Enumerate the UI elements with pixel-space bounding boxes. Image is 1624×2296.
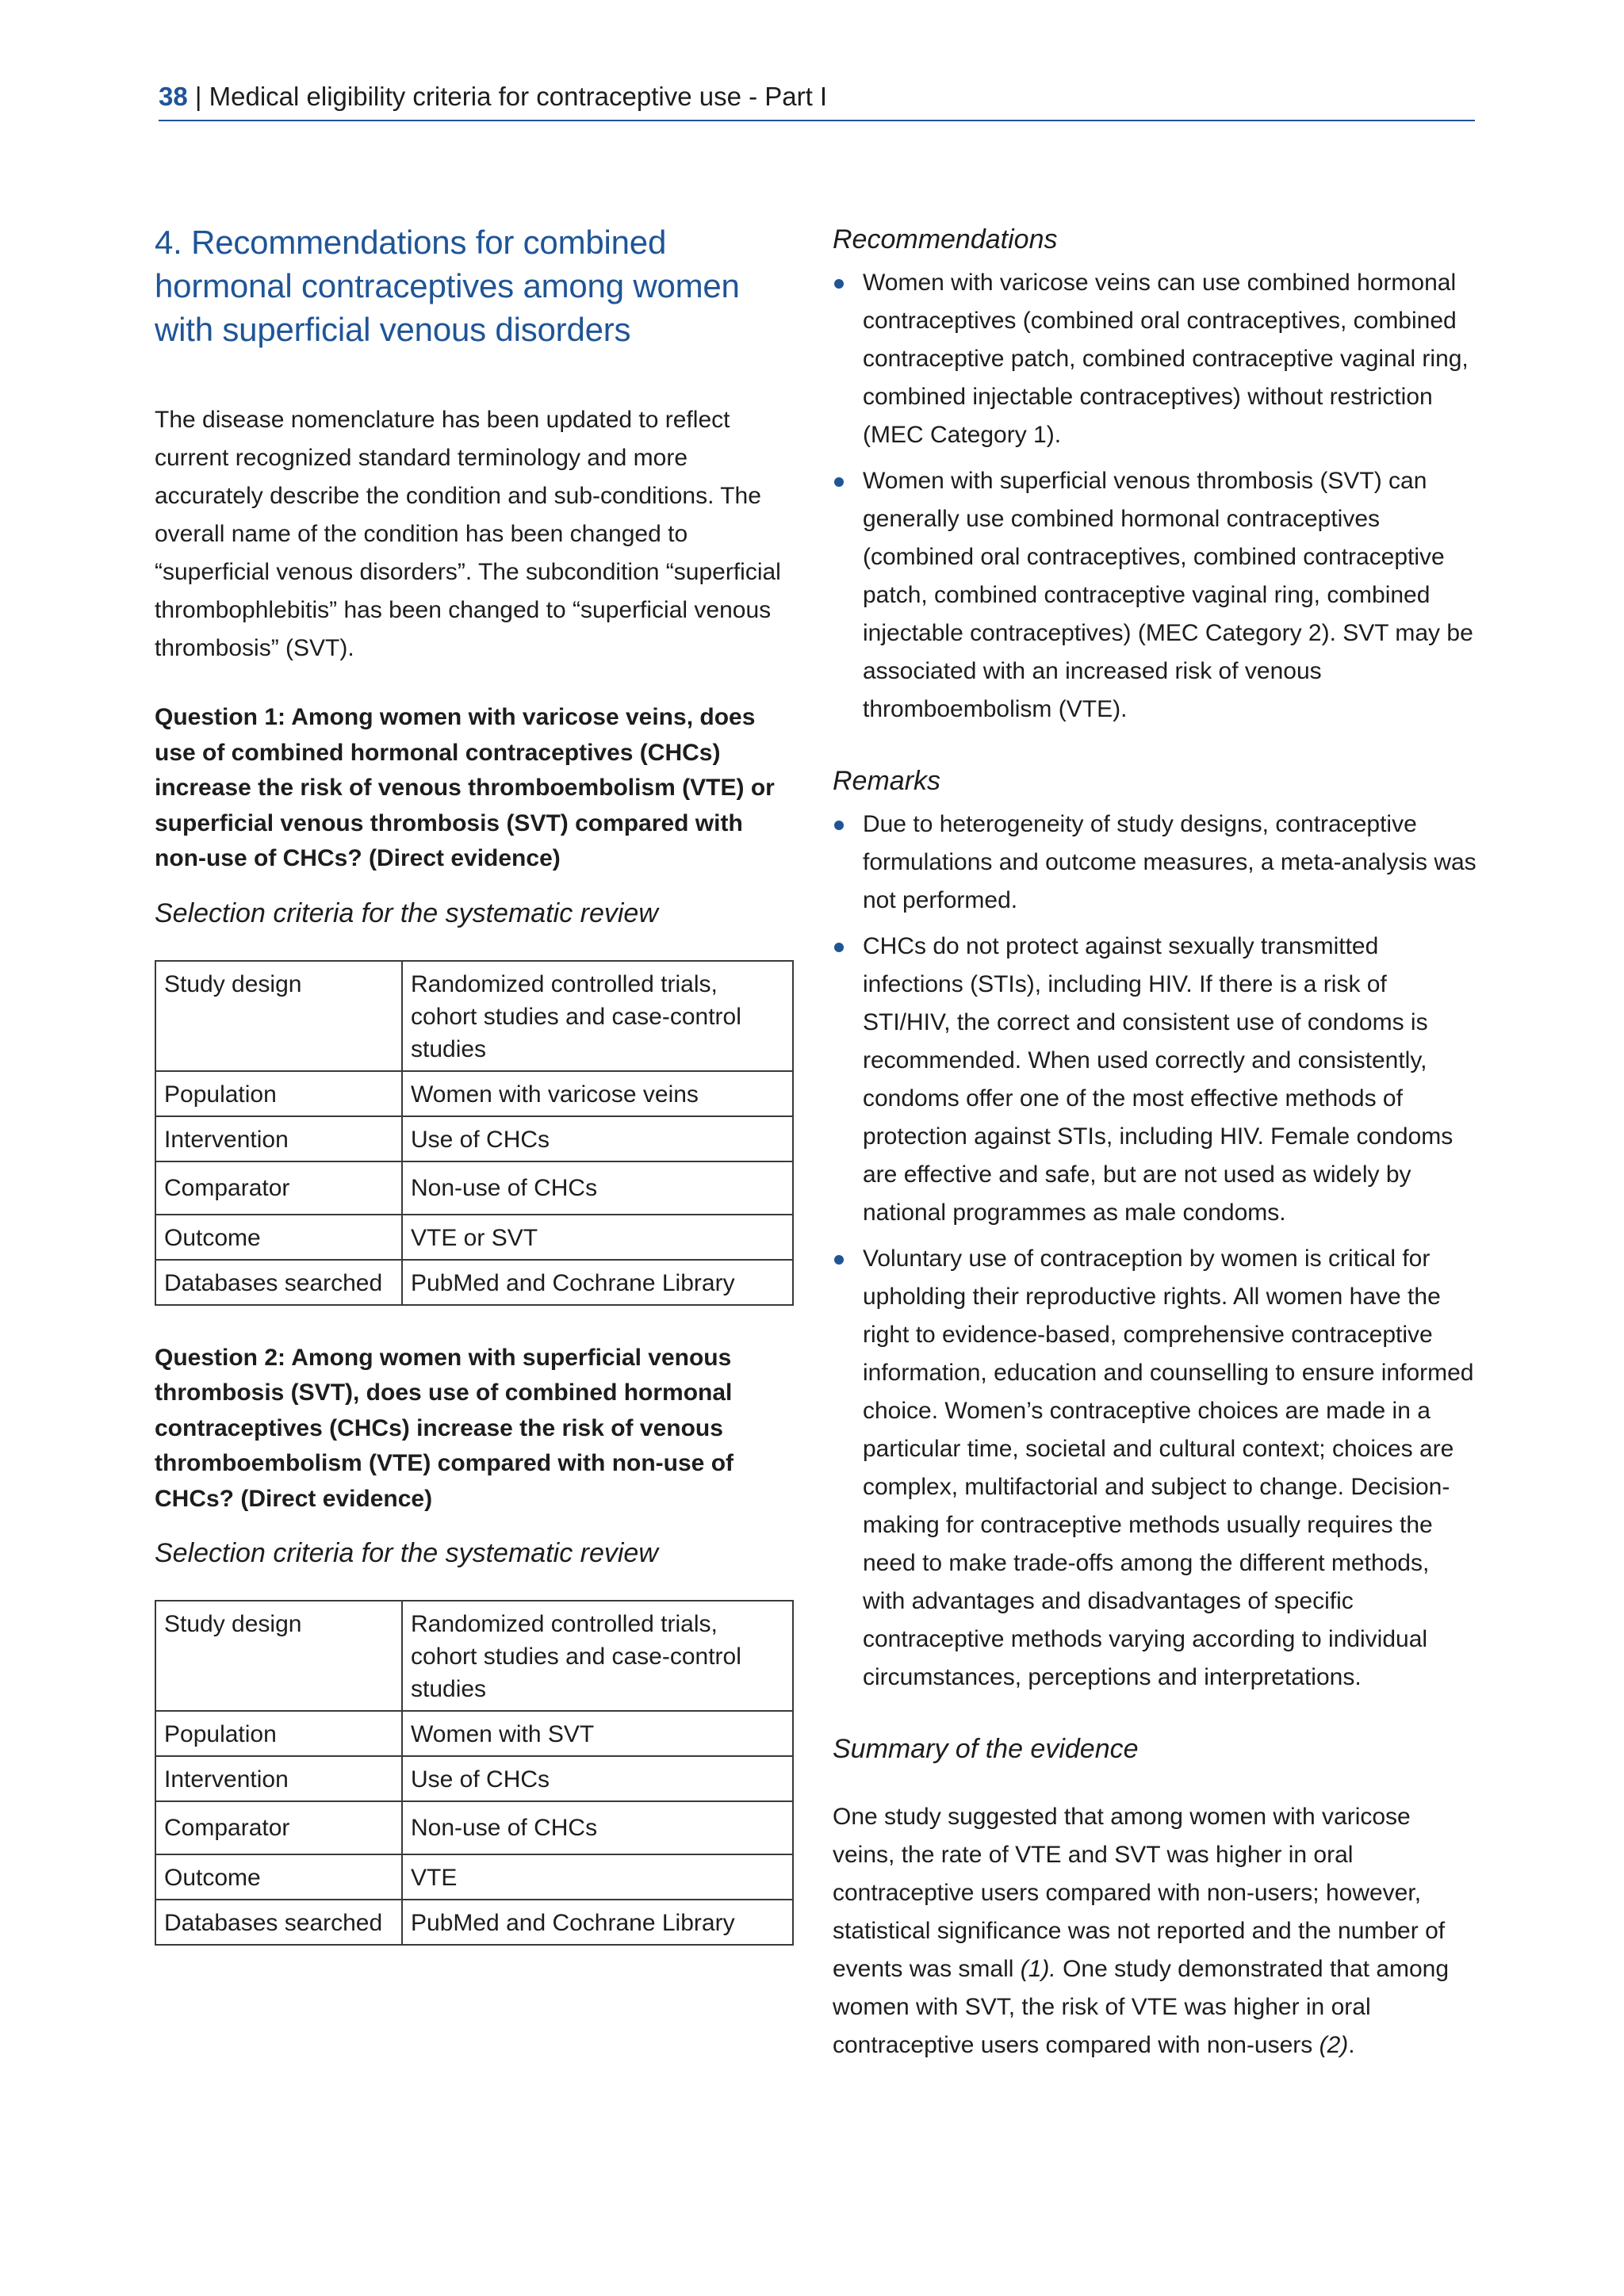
table-label: Population	[155, 1071, 402, 1116]
evidence-paragraph	[833, 1798, 1477, 2064]
list-item	[833, 806, 1477, 920]
table-label: Databases searched	[155, 1260, 402, 1305]
table-row	[155, 1116, 793, 1161]
table-row	[155, 961, 793, 1071]
recommendation-text: Women with superficial venous thrombosis (SVT) can generally use combined hormonal contraceptives (combined oral contraceptives, combined contraceptive patch, combined contraceptive vaginal ring, combined injectable contraceptives) (MEC Category 2). SVT may be associated with an increased risk of venous thromboembolism (VTE).	[863, 468, 1473, 722]
right-column	[833, 220, 1477, 2064]
question-2: Question 2: Among women with superficial venous thrombosis (SVT), does use of combined hormonal contraceptives (CHCs) increase the risk of venous thromboembolism (VTE) compared with non-use of CHCs? (Direct evidence)	[155, 1344, 734, 1512]
recommendations-list	[833, 264, 1477, 729]
table-row	[155, 1801, 793, 1854]
table-label: Intervention	[155, 1756, 402, 1801]
table-value: Randomized controlled trials, cohort studies and case-control studies	[402, 961, 793, 1071]
table-row	[155, 1756, 793, 1801]
question-1: Question 1: Among women with varicose veins, does use of combined hormonal contraceptives (CHCs) increase the risk of venous thromboembolism (VTE) or superficial venous thrombosis (SVT) compared with non-use of CHCs? (Direct evidence)	[155, 704, 775, 871]
table-row	[155, 1601, 793, 1711]
list-item	[833, 928, 1477, 1232]
table-label: Population	[155, 1711, 402, 1756]
list-item	[833, 264, 1477, 454]
reference-2: (2)	[1319, 2032, 1349, 2058]
header-title: Medical eligibility criteria for contraceptive use - Part I	[209, 82, 828, 111]
remark-text: CHCs do not protect against sexually transmitted infections (STIs), including HIV. If there is a risk of STI/HIV, the correct and consistent use of condoms is recommended. When used correctly and consistently, condoms offer one of the most effective methods of protection against STIs, including HIV. Female condoms are effective and safe, but are not used as widely by national programmes as male condoms.	[863, 933, 1454, 1226]
bullet-icon	[834, 1255, 844, 1265]
table-value: Women with SVT	[402, 1711, 793, 1756]
evidence-text: One study demonstrated that among women with SVT, the risk of VTE was higher in oral contraceptive users compared with non-users	[833, 1956, 1450, 2058]
table-value: Non-use of CHCs	[402, 1801, 793, 1854]
table-value: Use of CHCs	[402, 1756, 793, 1801]
table-value: VTE or SVT	[402, 1215, 793, 1260]
bullet-icon	[834, 477, 844, 487]
table-label: Outcome	[155, 1215, 402, 1260]
list-item	[833, 462, 1477, 729]
table-row	[155, 1215, 793, 1260]
table-value: VTE	[402, 1854, 793, 1900]
header-separator: |	[194, 82, 202, 111]
header-rule	[159, 120, 1475, 121]
table-value: PubMed and Cochrane Library	[402, 1260, 793, 1305]
bullet-icon	[834, 943, 844, 952]
bullet-icon	[834, 279, 844, 289]
table-label: Databases searched	[155, 1900, 402, 1945]
evidence-text: .	[1348, 2032, 1355, 2058]
table-row	[155, 1260, 793, 1305]
table-label: Study design	[155, 1601, 402, 1711]
table-row	[155, 1071, 793, 1116]
table-row	[155, 1161, 793, 1215]
criteria-table-1	[155, 960, 794, 1306]
page-number: 38	[159, 82, 188, 111]
table-label: Study design	[155, 961, 402, 1071]
section-title: 4. Recommendations for combined hormonal contraceptives among women with superficial venous disorders	[155, 224, 740, 348]
evidence-heading: Summary of the evidence	[833, 1734, 1139, 1764]
criteria-table-2	[155, 1600, 794, 1946]
reference-1: (1).	[1020, 1956, 1056, 1982]
criteria-heading-1: Selection criteria for the systematic review	[155, 897, 658, 928]
intro-paragraph: The disease nomenclature has been updated to reflect current recognized standard terminology and more accurately describe the condition and sub-conditions. The overall name of the condition has been changed to “superficial venous disorders”. The subcondition “superficial thrombophlebitis” has been changed to “superficial venous thrombosis” (SVT).	[155, 407, 781, 661]
left-column	[155, 220, 794, 1946]
remark-text: Due to heterogeneity of study designs, contraceptive formulations and outcome measures, a meta-analysis was not performed.	[863, 811, 1477, 913]
table-value: Women with varicose veins	[402, 1071, 793, 1116]
criteria-heading-2: Selection criteria for the systematic review	[155, 1538, 658, 1568]
table-row	[155, 1854, 793, 1900]
list-item	[833, 1240, 1477, 1697]
remarks-heading: Remarks	[833, 766, 941, 796]
table-label: Outcome	[155, 1854, 402, 1900]
table-label: Intervention	[155, 1116, 402, 1161]
evidence-text: One study suggested that among women with varicose veins, the rate of VTE and SVT was higher in oral contraceptive users compared with non-users; however, statistical significance was not reported and the number of events was small	[833, 1804, 1446, 1982]
table-label: Comparator	[155, 1801, 402, 1854]
table-value: Use of CHCs	[402, 1116, 793, 1161]
recommendations-heading: Recommendations	[833, 224, 1058, 254]
bullet-icon	[834, 821, 844, 830]
table-row	[155, 1711, 793, 1756]
table-value: PubMed and Cochrane Library	[402, 1900, 793, 1945]
table-value: Randomized controlled trials, cohort studies and case-control studies	[402, 1601, 793, 1711]
running-header	[159, 76, 1475, 117]
table-row	[155, 1900, 793, 1945]
remarks-list	[833, 806, 1477, 1697]
table-value: Non-use of CHCs	[402, 1161, 793, 1215]
recommendation-text: Women with varicose veins can use combined hormonal contraceptives (combined oral contraceptives, combined contraceptive patch, combined contraceptive vaginal ring, combined injectable contraceptives) without restriction (MEC Category 1).	[863, 270, 1469, 448]
remark-text: Voluntary use of contraception by women is critical for upholding their reproductive rights. All women have the right to evidence-based, comprehensive contraceptive information, education and counselling to ensure informed choice. Women’s contraceptive choices are made in a particular time, societal and cultural context; choices are complex, multifactorial and subject to change. Decision-making for contraceptive methods usually requires the need to make trade-offs among the different methods, with advantages and disadvantages of specific contraceptive methods varying according to individual circumstances, perceptions and interpretations.	[863, 1246, 1474, 1690]
table-label: Comparator	[155, 1161, 402, 1215]
